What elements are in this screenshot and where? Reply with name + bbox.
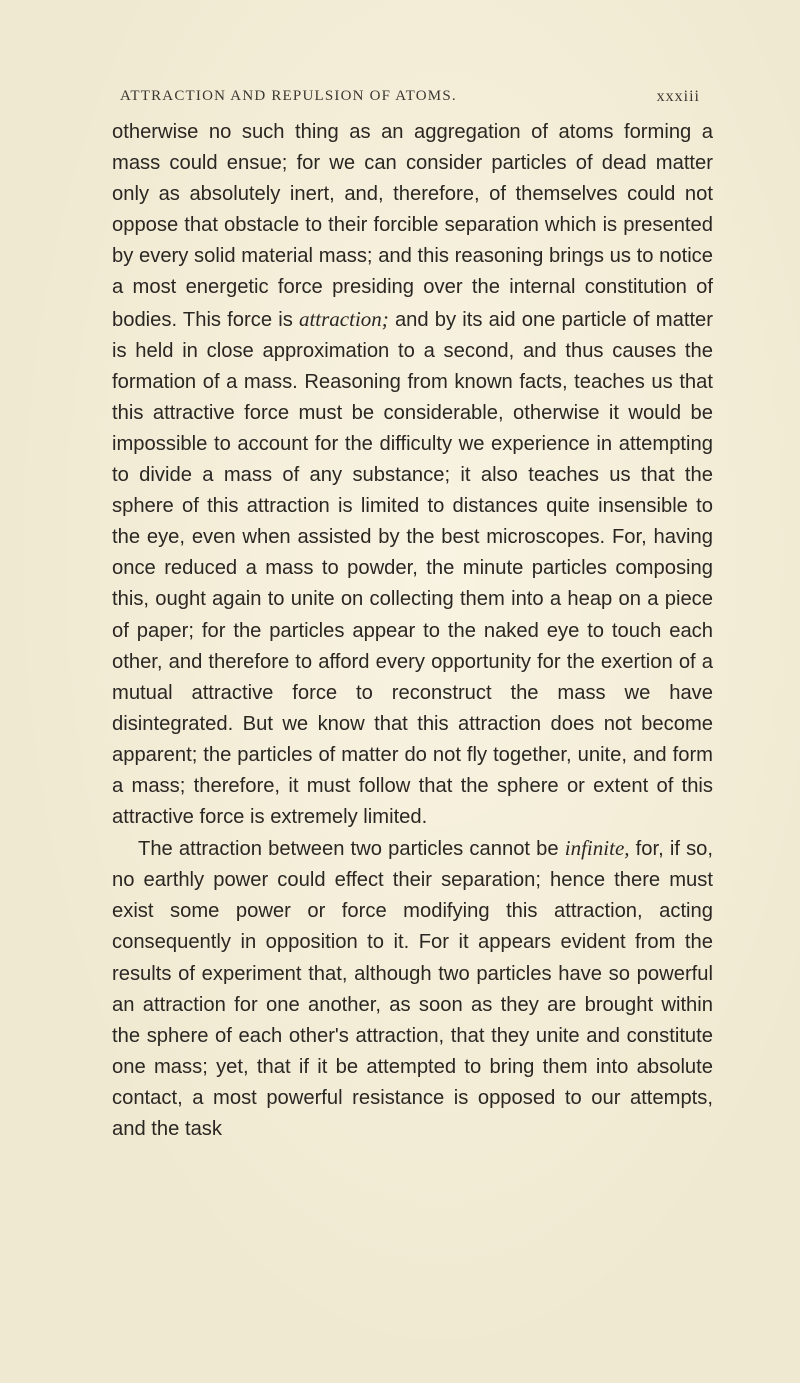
paragraph-1 xyxy=(112,117,713,833)
paragraph-2-text-after: for, if so, no earthly power could effect their separation; hence there must exist some power or force modifying this attraction, acting consequently in opposition to it. For it appears evident from the results of experiment that, although two particles have so powerful an attraction for one another, as soon as they are brought within the sphere of each other's attraction, that they unite and constitute one mass; yet, that if it be attempted to bring them into absolute contact, a most powerful resistance is opposed to our attempts, and the task xyxy=(112,838,714,1140)
paragraph-2 xyxy=(112,833,713,1145)
paragraph-2-text-before: The attraction between two particles cannot be xyxy=(138,838,565,861)
paragraph-1-text-before: otherwise no such thing as an aggregation of atoms forming a mass could ensue; for we can consider particles of dead matter only as absolutely inert, and, therefore, of themselves could not oppose that obstacle to their forcible separation which is presented by every solid material mass; and this reasoning brings us to notice a most energetic force presiding over the internal constitution of bodies. This force is xyxy=(112,121,713,331)
paragraph-1-text-after: and by its aid one particle of matter is held in close approximation to a second, and thus causes the formation of a mass. Reasoning from known facts, teaches us that this attractive force must be considerable, otherwise it would be impossible to account for the difficulty we experience in attempting to divide a mass of any substance; it also teaches us that the sphere of this attraction is limited to distances quite insensible to the eye, even when assisted by the best microscopes. For, having once reduced a mass to powder, the minute particles composing this, ought again to unite on collecting them into a heap on a piece of paper; for the particles appear to the naked eye to touch each other, and therefore to afford every opportunity for the exertion of a mutual attractive force to reconstruct the mass we have disintegrated. But we know that this attraction does not become apparent; the particles of matter do not fly together, unite, and form a mass; therefore, it must follow that the sphere or extent of this attractive force is extremely limited. xyxy=(112,308,713,829)
paragraph-2-emphasis: infinite, xyxy=(564,836,630,861)
running-title: ATTRACTION AND REPULSION OF ATOMS. xyxy=(120,88,457,104)
page-number: xxxiii xyxy=(656,88,700,105)
body-text xyxy=(112,117,713,1145)
paragraph-1-emphasis: attraction; xyxy=(298,306,389,331)
running-head xyxy=(100,88,700,112)
